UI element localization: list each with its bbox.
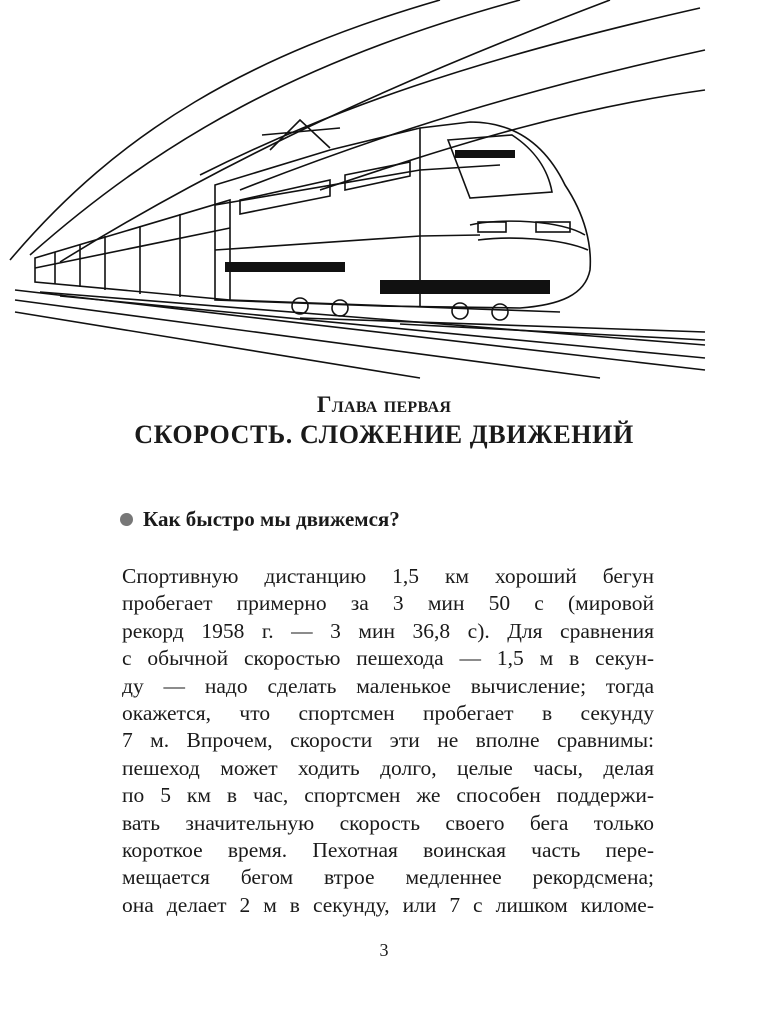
section-heading [120, 507, 400, 532]
chapter-title: СКОРОСТЬ. СЛОЖЕНИЕ ДВИЖЕНИЙ [134, 420, 634, 449]
text-line: мещается бегом втрое медленнее рекордсмена; [122, 865, 654, 890]
section-heading-text: Как быстро мы движемся? [143, 507, 400, 531]
text-line: она делает 2 м в секунду, или 7 с лишком киломе- [122, 892, 654, 917]
text-line: пешеход может ходить долго, целые часы, делая [122, 755, 654, 780]
body-paragraph [122, 563, 654, 919]
bullet-icon [120, 513, 133, 526]
text-line: короткое время. Пехотная воинская часть пере- [122, 837, 654, 862]
text-line: ду — надо сделать маленькое вычисление; тогда [122, 673, 654, 698]
text-line: Спортивную дистанцию 1,5 км хороший бегун [122, 564, 654, 588]
chapter-label: Глава первая [316, 392, 452, 417]
text-line: пробегает примерно за 3 мин 50 с (мировой [122, 591, 654, 616]
text-line: 7 м. Впрочем, скорости эти не вполне сравнимы: [122, 728, 654, 753]
text-line: рекорд 1958 г. — 3 мин 36,8 с). Для сравнения [122, 618, 654, 643]
high-speed-train-illustration [0, 0, 768, 380]
text-line: вать значительную скорость своего бега только [122, 810, 654, 835]
text-line: с обычной скоростью пешехода — 1,5 м в секун- [122, 646, 654, 671]
text-line: окажется, что спортсмен пробегает в секунду [122, 700, 654, 725]
page-number: 3 [379, 940, 389, 960]
text-line: по 5 км в час, спортсмен же способен поддержи- [122, 783, 654, 808]
